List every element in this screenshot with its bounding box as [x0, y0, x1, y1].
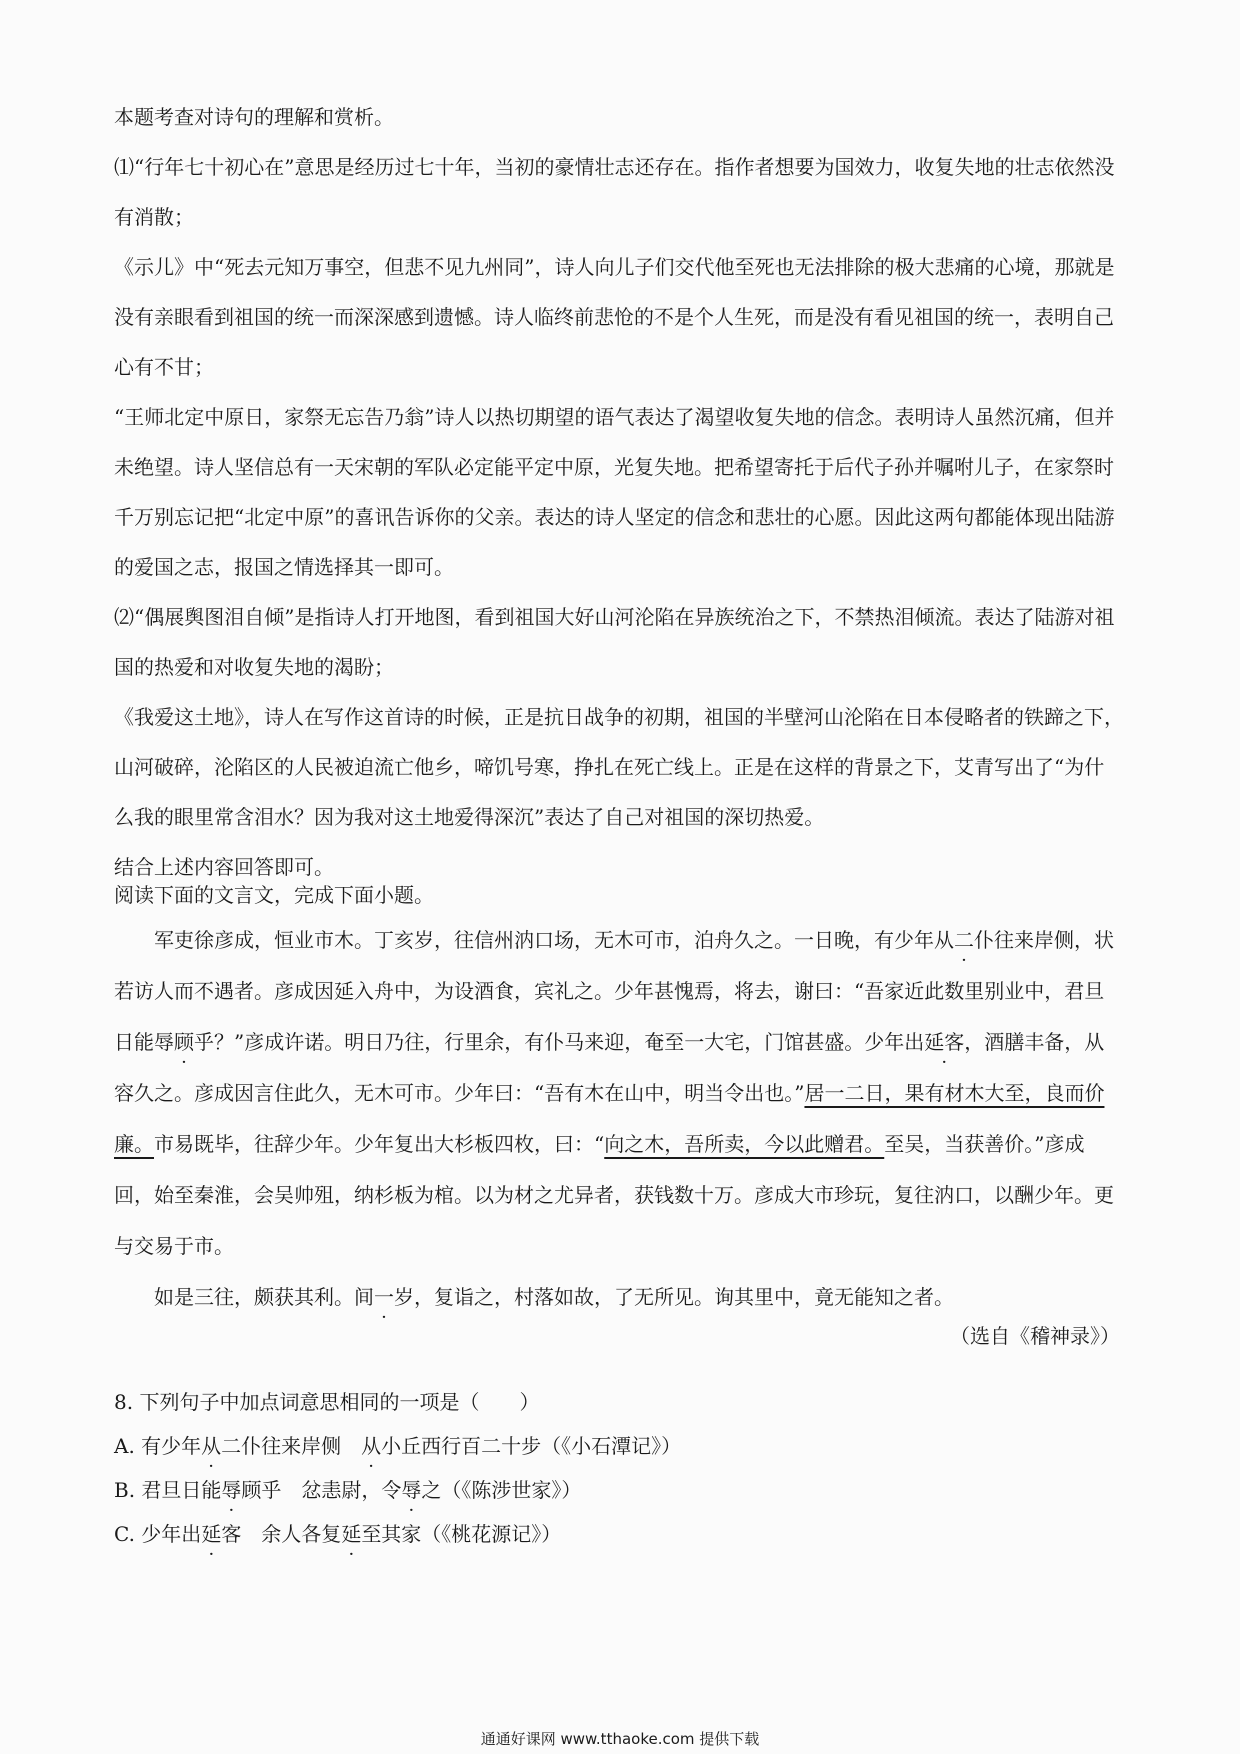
analysis-paragraph: 《示儿》中“死去元知万事空，但悲不见九州同”，诗人向儿子们交代他至死也无法排除的极大悲痛的心境，那就是没有亲眼看到祖国的统一而深深感到遗憾。诗人临终前悲怆的不是个人生死，而是没有看见祖国的统一，表明自己心有不甘；	[114, 255, 1115, 379]
analysis-paragraph: 结合上述内容回答即可。	[114, 855, 334, 879]
passage-text: 一岁，复诣之，村落如故，了无所见。询其里中，竟无能知之者。	[374, 1285, 954, 1309]
dotted-word: 间	[354, 1285, 374, 1309]
passage-source: （选自《稽神录》）	[950, 1324, 1120, 1348]
dotted-word: 从	[361, 1434, 382, 1458]
passage-paragraph-1	[114, 915, 1124, 1272]
dotted-word: 从	[201, 1434, 222, 1458]
analysis-paragraph: ⑵“偶展舆图泪自倾”是指诗人打开地图，看到祖国大好山河沦陷在异族统治之下，不禁热泪倾流。表达了陆游对祖国的热爱和对收复失地的渴盼；	[114, 605, 1115, 679]
passage-text: 至吴，当获善价。”彦成回，始至秦淮，会吴帅殂，纳杉板为棺。以为材之尤异者，获钱数十万。彦成大市珍玩，复往汭口，以酬少年。更与交易于市。	[114, 1132, 1114, 1258]
reading-instruction: 阅读下面的文言文，完成下面小题。	[114, 883, 434, 907]
passage-text: 顾乎？”彦成许诺。明日乃往，行里余，有仆马来迎，奄至一大宅，门馆甚盛。少年	[174, 1030, 905, 1054]
underlined-sentence: 向之木，吾所卖，今以此赠君。	[604, 1132, 885, 1156]
analysis-paragraph: ⑴“行年七十初心在”意思是经历过七十年，当初的豪情壮志还存在。指作者想要为国效力，收复失地的壮志依然没有消散；	[114, 155, 1115, 229]
dotted-word: 辱	[221, 1478, 242, 1502]
analysis-paragraph: 《我爱这土地》，诗人在写作这首诗的时候，正是抗日战争的初期，祖国的半壁河山沦陷在日本侵略者的铁蹄之下，山河破碎，沦陷区的人民被迫流亡他乡，啼饥号寒，挣扎在死亡线上。正是在这样的背景之下，艾青写出了“为什么我的眼里常含泪水？因为我对这土地爱得深沉”表达了自己对祖国的深切热爱。	[114, 705, 1124, 829]
question-8-stem: 8. 下列句子中加点词意思相同的一项是（ ）	[114, 1390, 540, 1414]
dotted-word: 辱	[401, 1478, 422, 1502]
option-b: B. 君旦日能辱顾乎 忿恚尉，令辱之（《陈涉世家》）	[114, 1478, 582, 1502]
passage-text: 二仆往来岸侧，状若访人而不遇者。彦成因延入舟中，为设酒食，宾礼之。少年甚愧焉，将去，谢曰：“吾家近此数里别业中，君旦日能	[114, 928, 1114, 1054]
passage-text: 市易既毕，往辞少年。少年复出大杉板四枚，曰：“	[154, 1132, 605, 1156]
classical-passage	[114, 915, 1124, 1323]
passage-text: 军吏徐彦成，恒业市木。丁亥岁，往信州汭口场，无木可市，泊舟久之。一日晚，有少年	[154, 928, 934, 952]
option-c: C. 少年出延客 余人各复延至其家（《桃花源记》）	[114, 1522, 562, 1546]
passage-text: 客，酒膳丰备，从容久之。彦成因言住此久，无木可市。少年曰：“吾有木在山中，明当令出也。”	[114, 1030, 1105, 1105]
dotted-word: 出延	[904, 1030, 945, 1054]
option-a: A. 有少年从二仆往来岸侧 从小丘西行百二十步（《小石潭记》）	[114, 1434, 682, 1458]
analysis-paragraph: “王师北定中原日，家祭无忘告乃翁”诗人以热切期望的语气表达了渴望收复失地的信念。表明诗人虽然沉痛，但并未绝望。诗人坚信总有一天宋朝的军队必定能平定中原，光复失地。把希望寄托于后代子孙并嘱咐儿子，在家祭时千万别忘记把“北定中原”的喜讯告诉你的父亲。表达的诗人坚定的信念和悲壮的心愿。因此这两句都能体现出陆游的爱国之志，报国之情选择其一即可。	[114, 405, 1115, 579]
dotted-word: 延	[201, 1522, 222, 1546]
question-section	[114, 1380, 1124, 1556]
analysis-section	[114, 92, 1124, 892]
passage-text: 如是三往，颇获其利。	[154, 1285, 354, 1309]
passage-paragraph-2	[114, 1272, 1124, 1323]
underlined-sentence: 居一二日，果有材木大至，良而价廉。	[114, 1081, 1105, 1156]
dotted-word: 延	[341, 1522, 362, 1546]
dotted-word: 辱	[154, 1030, 174, 1054]
analysis-intro: 本题考查对诗句的理解和赏析。	[114, 105, 394, 129]
dotted-word: 从	[934, 928, 954, 952]
page-footer: 通通好课网 www.tthaoke.com 提供下载	[480, 1730, 760, 1748]
